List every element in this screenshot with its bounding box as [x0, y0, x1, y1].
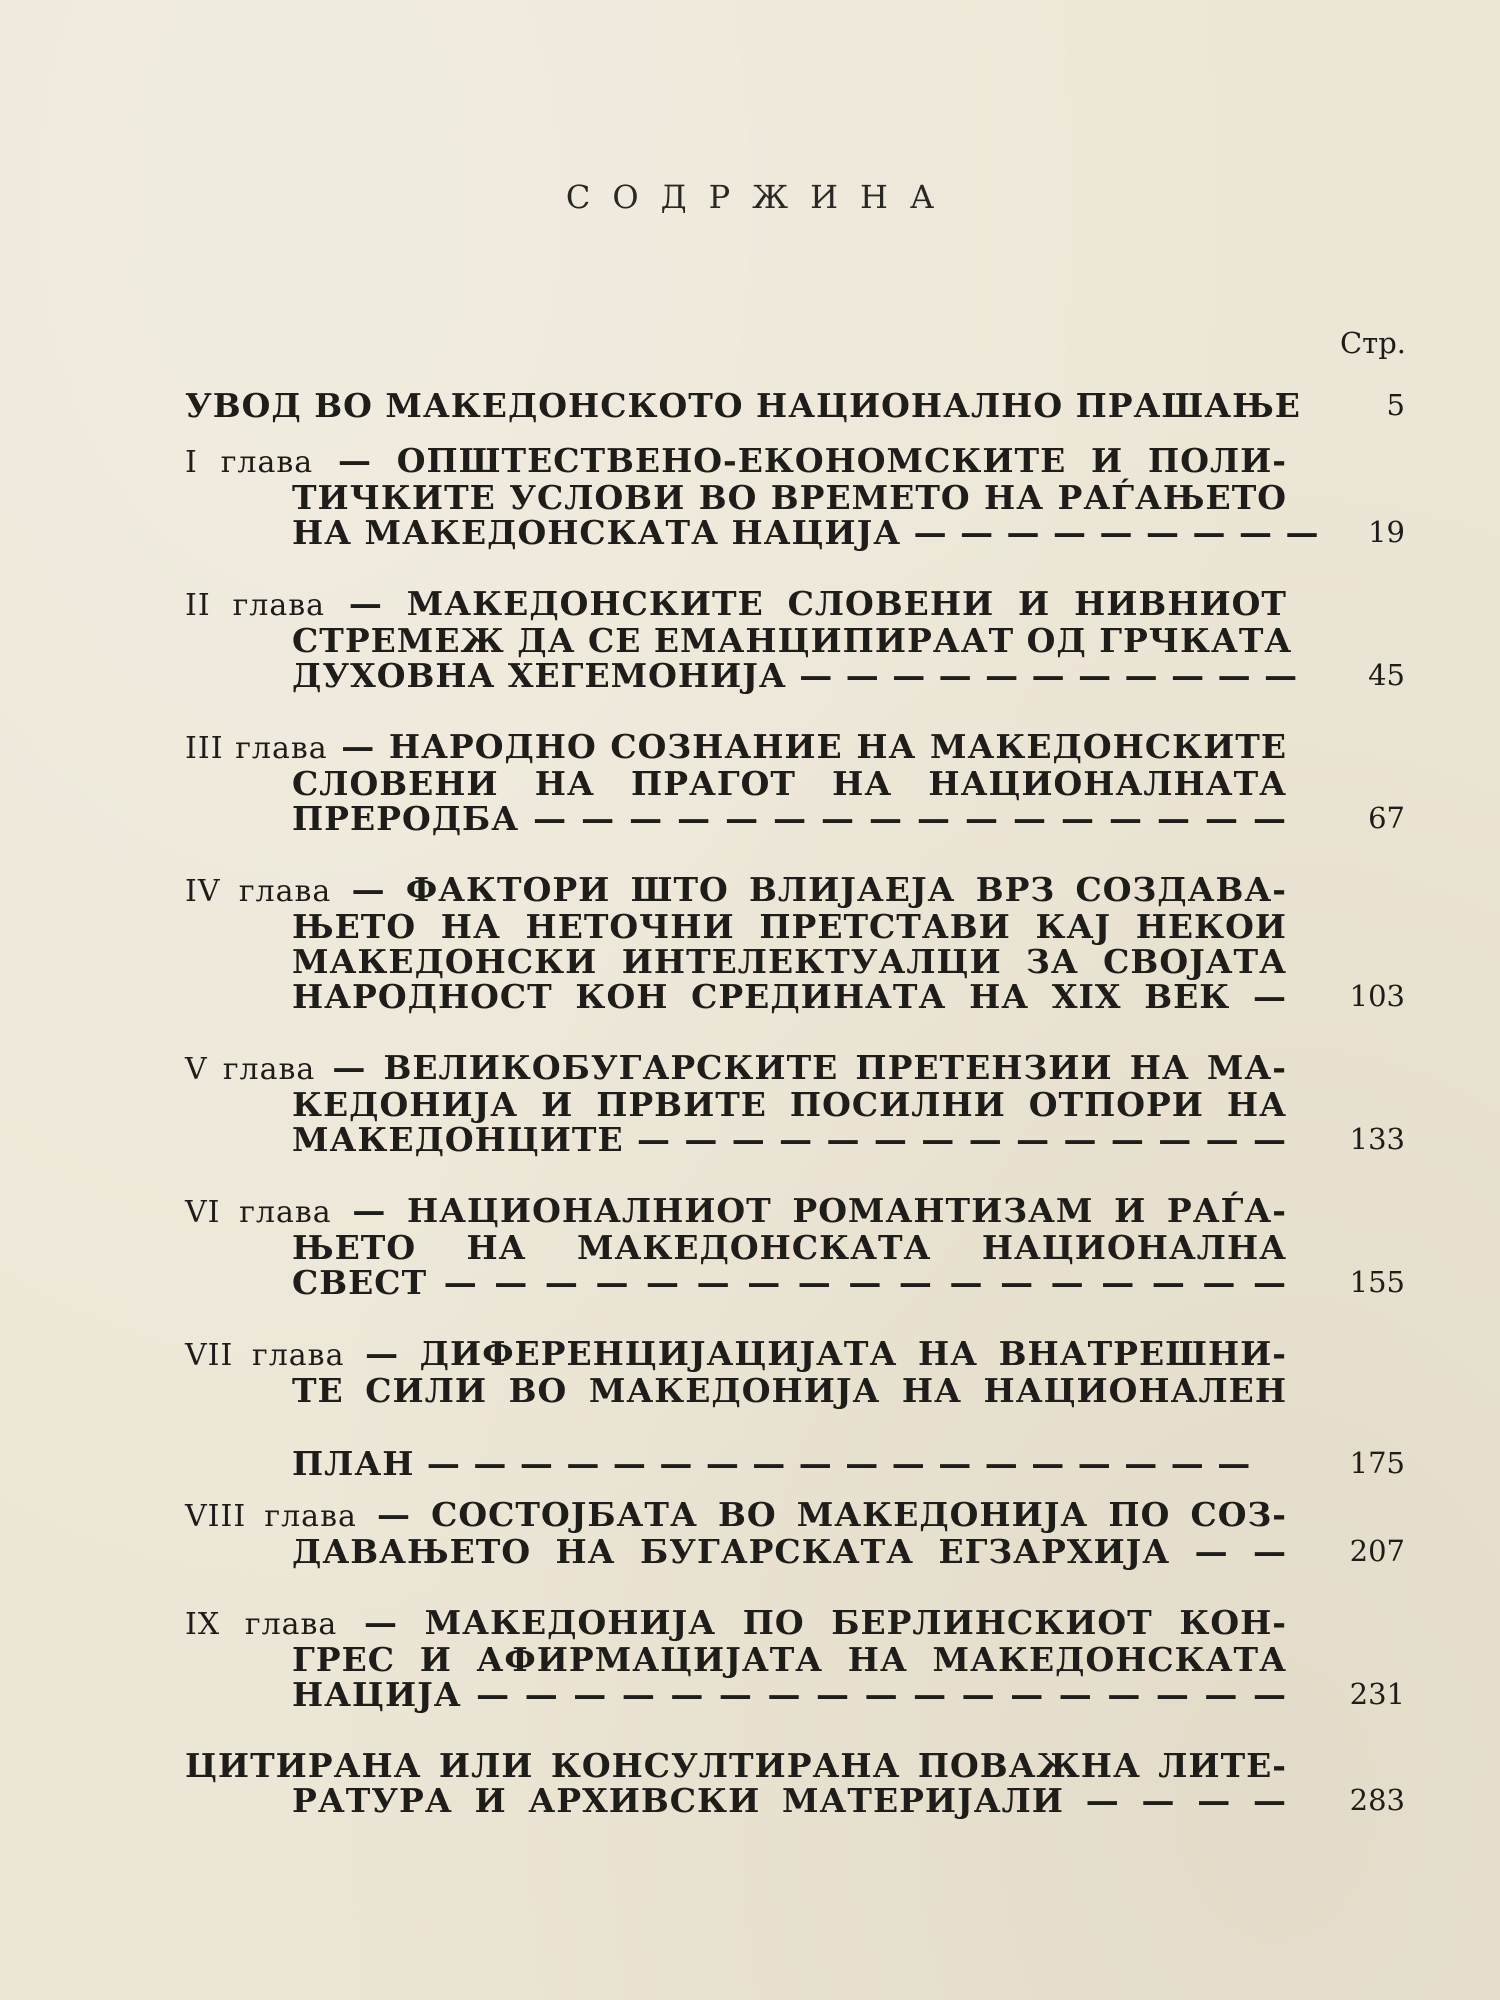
- toc-entry-line-text: — ОПШТЕСТВЕНО-ЕКОНОМСКИТЕ И ПОЛИ-: [337, 441, 1287, 480]
- toc-entry-page-number: 207: [1349, 1534, 1405, 1568]
- toc-entry-chapter-7[interactable]: [185, 1336, 1405, 1481]
- toc-entry-line: КЕДОНИЈА И ПРВИТЕ ПОСИЛНИ ОТПОРИ НА: [292, 1085, 1287, 1124]
- toc-entry-line-first: [185, 586, 1287, 623]
- toc-entry-line-text: — НАЦИОНАЛНИОТ РОМАНТИЗАМ И РАЃА-: [352, 1191, 1287, 1230]
- toc-entry-introduction[interactable]: [185, 388, 1405, 423]
- toc-entry-line: НАРОДНОСТ КОН СРЕДИНАТА НА XIX ВЕК —: [292, 977, 1287, 1016]
- chapter-label: VII глава: [185, 1338, 345, 1373]
- toc-entry-line-first: [185, 1336, 1287, 1373]
- toc-entry-page-number: 19: [1368, 515, 1405, 549]
- page-title: СОДРЖИНА: [565, 178, 957, 216]
- toc-entry-line: ЦИТИРАНА ИЛИ КОНСУЛТИРАНА ПОВАЖНА ЛИТЕ-: [185, 1746, 1287, 1785]
- toc-entry-line: РАТУРА И АРХИВСКИ МАТЕРИЈАЛИ — — — —: [292, 1781, 1287, 1820]
- toc-entry-chapter-1[interactable]: [185, 443, 1405, 550]
- toc-entry-page-number: 133: [1349, 1122, 1405, 1156]
- chapter-label: I глава: [185, 445, 314, 480]
- toc-entry-bibliography[interactable]: [185, 1748, 1405, 1818]
- toc-entry-line-first: [185, 1605, 1287, 1642]
- toc-entry-line-text: — МАКЕДОНСКИТЕ СЛОВЕНИ И НИВНИОТ: [348, 584, 1287, 623]
- toc-entry-line-first: [185, 729, 1287, 766]
- toc-entry-line: МАКЕДОНЦИТЕ — — — — — — — — — — — — — —: [292, 1120, 1287, 1159]
- toc-entry-chapter-2[interactable]: [185, 586, 1405, 693]
- chapter-label: V глава: [185, 1052, 316, 1087]
- table-of-contents: [185, 388, 1405, 1854]
- toc-entry-line-text: — ВЕЛИКОБУГАРСКИТЕ ПРЕТЕНЗИИ НА МА-: [332, 1048, 1287, 1087]
- toc-entry-line: ЊЕТО НА НЕТОЧНИ ПРЕТСТАВИ КАЈ НЕКОИ: [292, 907, 1287, 946]
- toc-entry-line-first: [185, 1497, 1287, 1534]
- toc-entry-page-number: 103: [1349, 979, 1405, 1013]
- toc-entry-line: ЊЕТО НА МАКЕДОНСКАТА НАЦИОНАЛНА: [292, 1228, 1287, 1267]
- chapter-label: VI глава: [185, 1195, 332, 1230]
- toc-entry-line-text: — НАРОДНО СОЗНАНИЕ НА МАКЕДОНСКИТЕ: [341, 727, 1287, 766]
- toc-entry-line: СТРЕМЕЖ ДА СЕ ЕМАНЦИПИРААТ ОД ГРЧКАТА: [292, 621, 1293, 660]
- toc-entry-line-first: [185, 1193, 1287, 1230]
- toc-entry-page-number: 155: [1349, 1265, 1405, 1299]
- toc-entry-page-number: 67: [1368, 801, 1405, 835]
- chapter-label: IV глава: [185, 874, 332, 909]
- chapter-label: VIII глава: [185, 1499, 357, 1534]
- toc-entry-line: ПЛАН — — — — — — — — — — — — — — — — — —: [292, 1444, 1252, 1483]
- page-column-label: Стр.: [1339, 326, 1406, 360]
- toc-entry-line: СВЕСТ — — — — — — — — — — — — — — — — —: [292, 1263, 1287, 1302]
- toc-entry-line: ТИЧКИТЕ УСЛОВИ ВО ВРЕМЕТО НА РАЃАЊЕТО: [292, 478, 1287, 517]
- toc-entry-page-number: 283: [1349, 1783, 1405, 1817]
- toc-entry-chapter-6[interactable]: [185, 1193, 1405, 1300]
- toc-entry-line: ДАВАЊЕТО НА БУГАРСКАТА ЕГЗАРХИЈА — —: [292, 1532, 1287, 1571]
- toc-entry-line: НАЦИЈА — — — — — — — — — — — — — — — — —: [292, 1675, 1287, 1714]
- toc-entry-line: ДУХОВНА ХЕГЕМОНИЈА — — — — — — — — — — —: [292, 656, 1299, 695]
- chapter-label: IX глава: [185, 1607, 338, 1642]
- toc-entry-line-text: — ДИФЕРЕНЦИЈАЦИЈАТА НА ВНАТРЕШНИ-: [365, 1334, 1287, 1373]
- toc-entry-line-text: — МАКЕДОНИЈА ПО БЕРЛИНСКИОТ КОН-: [363, 1603, 1287, 1642]
- toc-entry-chapter-9[interactable]: [185, 1605, 1405, 1712]
- toc-entry-line: НА МАКЕДОНСКАТА НАЦИЈА — — — — — — — — —: [292, 513, 1320, 552]
- toc-entry-line-first: [185, 872, 1287, 909]
- toc-entry-chapter-5[interactable]: [185, 1050, 1405, 1157]
- chapter-label: III глава: [185, 731, 328, 766]
- toc-entry-line: СЛОВЕНИ НА ПРАГОТ НА НАЦИОНАЛНАТА: [292, 764, 1287, 803]
- toc-entry-line-first: [185, 443, 1287, 480]
- toc-entry-line: ТЕ СИЛИ ВО МАКЕДОНИЈА НА НАЦИОНАЛЕН: [292, 1371, 1287, 1410]
- toc-entry-chapter-3[interactable]: [185, 729, 1405, 836]
- toc-entry-line: ГРЕС И АФИРМАЦИЈАТА НА МАКЕДОНСКАТА: [292, 1640, 1287, 1679]
- toc-entry-chapter-4[interactable]: [185, 872, 1405, 1014]
- toc-entry-page-number: 45: [1368, 658, 1405, 692]
- toc-entry-line: ПРЕРОДБА — — — — — — — — — — — — — — — —: [292, 799, 1287, 838]
- toc-entry-chapter-8[interactable]: [185, 1497, 1405, 1569]
- toc-entry-page-number: 231: [1349, 1677, 1405, 1711]
- toc-entry-page-number: 5: [1386, 388, 1405, 422]
- toc-entry-line-first: [185, 1050, 1287, 1087]
- toc-entry-line: МАКЕДОНСКИ ИНТЕЛЕКТУАЛЦИ ЗА СВОЈАТА: [292, 942, 1287, 981]
- toc-entry-line-text: — ФАКТОРИ ШТО ВЛИЈАЕЈА ВРЗ СОЗДАВА-: [351, 870, 1287, 909]
- chapter-label: II глава: [185, 588, 326, 623]
- toc-entry-line-text: — СОСТОЈБАТА ВО МАКЕДОНИЈА ПО СОЗ-: [377, 1495, 1287, 1534]
- toc-entry-line: УВОД ВО МАКЕДОНСКОТО НАЦИОНАЛНО ПРАШАЊЕ: [185, 386, 1301, 425]
- toc-entry-page-number: 175: [1349, 1446, 1405, 1480]
